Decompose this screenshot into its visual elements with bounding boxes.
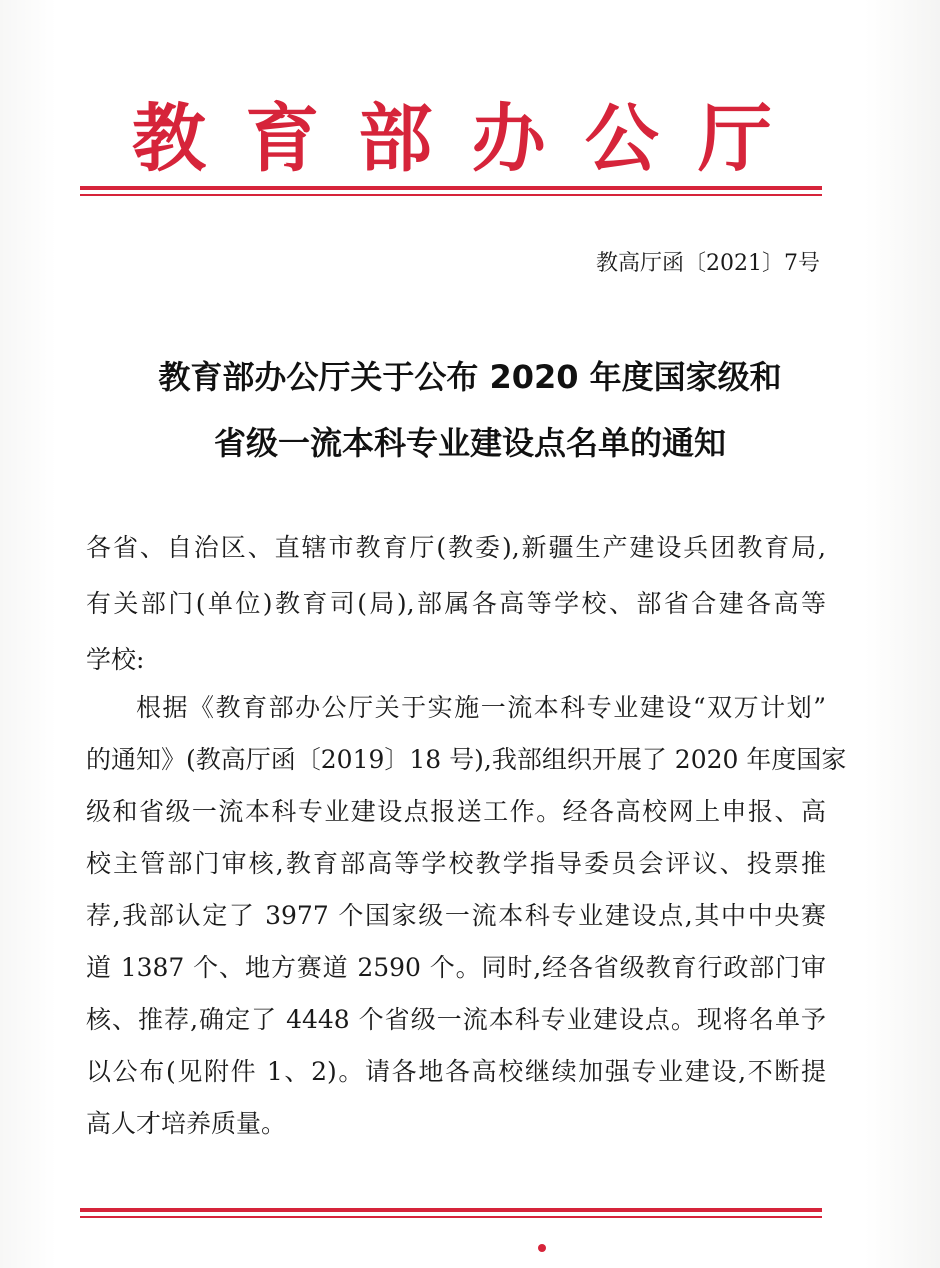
issuer-masthead <box>80 88 820 182</box>
masthead-char: 部 <box>358 96 433 182</box>
footer-red-rule-thin <box>80 1216 822 1218</box>
masthead-char: 厅 <box>697 96 772 182</box>
document-title-line-1: 教育部办公厅关于公布 2020 年度国家级和 <box>158 358 782 396</box>
document-number: 教高厅函〔2021〕7号 <box>596 251 820 276</box>
body-line: 级和省级一流本科专业建设点报送工作。经各高校网上申报、高 <box>86 797 826 826</box>
body-line: 的通知》(教高厅函〔2019〕18 号),我部组织开展了 2020 年度国家 <box>86 745 847 774</box>
body-line: 学校: <box>86 645 145 674</box>
body-line: 高人才培养质量。 <box>86 1109 287 1138</box>
masthead-char: 教 <box>132 96 206 182</box>
body-line: 荐,我部认定了 3977 个国家级一流本科专业建设点,其中中央赛 <box>86 901 826 930</box>
header-red-rule-thick <box>80 186 822 190</box>
header-red-rule-thin <box>80 194 822 196</box>
red-dot-mark <box>538 1244 546 1252</box>
body-line: 核、推荐,确定了 4448 个省级一流本科专业建设点。现将名单予 <box>86 1005 826 1034</box>
footer-red-rule-thick <box>80 1208 822 1212</box>
masthead-char: 公 <box>584 96 659 182</box>
body-line: 以公布(见附件 1、2)。请各地各高校继续加强专业建设,不断提 <box>86 1057 826 1086</box>
body-line: 各省、自治区、直辖市教育厅(教委),新疆生产建设兵团教育局, <box>86 533 826 562</box>
masthead-char: 办 <box>471 96 546 182</box>
body-line: 根据《教育部办公厅关于实施一流本科专业建设“双万计划” <box>136 693 826 722</box>
body-line: 道 1387 个、地方赛道 2590 个。同时,经各省级教育行政部门审 <box>86 953 826 982</box>
document-title-line-2: 省级一流本科专业建设点名单的通知 <box>213 424 726 462</box>
masthead-char: 育 <box>245 96 320 182</box>
body-line: 校主管部门审核,教育部高等学校教学指导委员会评议、投票推 <box>86 849 826 878</box>
body-line: 有关部门(单位)教育司(局),部属各高等学校、部省合建各高等 <box>86 589 826 618</box>
